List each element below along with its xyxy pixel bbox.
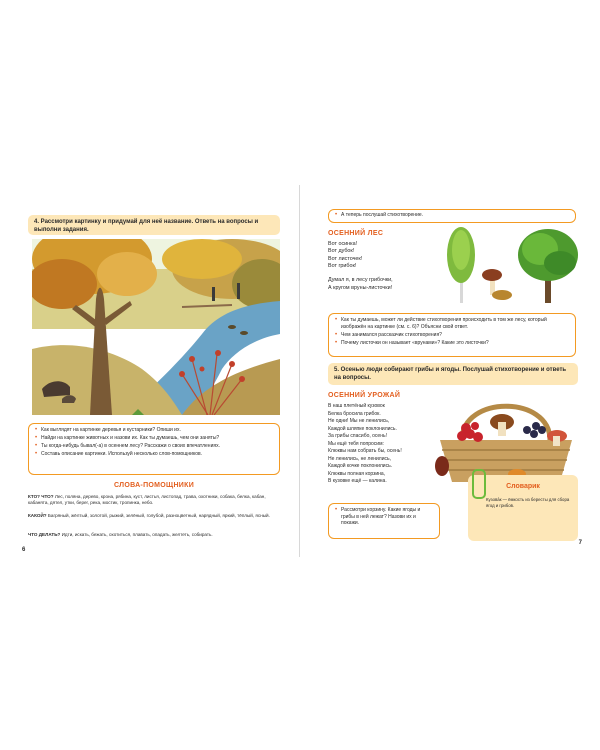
trees-mushroom-illustration (430, 225, 580, 305)
right-page (320, 185, 582, 557)
question-item: • Почему листочки он называет «врунами»? Какие это листочки? (335, 340, 569, 347)
poem2-title: ОСЕННИЙ УРОЖАЙ (328, 392, 401, 399)
helpers-title: СЛОВА-ПОМОЩНИКИ (113, 482, 195, 489)
questions-box-right (328, 313, 576, 357)
page-number-right: 7 (578, 540, 582, 546)
basket-illustration (432, 390, 580, 485)
basket-question: • Рассмотри корзину. Какие ягоды и грибы в ней лежат? Назови их и покажи. (335, 507, 433, 527)
helper-words-who-what (28, 494, 282, 506)
question-item: • Как выглядят на картинке деревья и кустарники? Опиши их. (35, 427, 273, 434)
do-label: ЧТО ДЕЛАТЬ? (28, 532, 61, 537)
question-item: • Чем занимался рассказчик стихотворения? (335, 332, 569, 339)
question-item: • Найди на картинке животных и назови их. Как ты думаешь, чем они заняты? (35, 435, 273, 442)
dictionary-text: Кузова́к — ёмкость из бересты для сбора ягод и грибов. (486, 497, 570, 508)
helper-words-do (28, 532, 282, 538)
page-fold (299, 185, 300, 557)
question-item: • Как ты думаешь, может ли действие стихотворения происходить в том же лесу, который изображён на картинке (см. с. 6)? Объясни свой ответ. (335, 317, 569, 330)
task-5-heading: 5. Осенью люди собирают грибы и ягоды. Послушай стихотворение и ответь на вопросы. (328, 363, 578, 385)
poem2-text: В наш плетёный кузовок Белка бросила грибок. Не одни! Мы не ленились, Каждой шляпке поклонились. За грибы спасибо, осень! Мы ещё тебя попросим: Клюквы нам собрать бы, осень! Не ленились, не ленились, Каждой кочке поклонились. Клюквы полная корзина, В кузовке ещё — калина. (328, 403, 402, 484)
helper-words-which (28, 513, 282, 519)
task-4-heading: 4. Рассмотри картинку и придумай для неё название. Ответь на вопросы и выполни задания. (28, 215, 280, 235)
which-text: Багряный, жёлтый, золотой, рыжий, зелёный, голубой, разноцветный, нарядный, яркий, тёплый, ясный. (47, 513, 270, 518)
who-what-label: КТО? ЧТО? (28, 494, 54, 499)
book-spread (18, 185, 584, 557)
basket-question-box (328, 503, 440, 539)
which-label: КАКОЙ? (28, 513, 47, 518)
dictionary-title: Словарик (506, 483, 540, 490)
autumn-forest-illustration (32, 239, 280, 415)
poem1-text: Вот осинка! Вот дубок! Вот листочек! Вот грибок! Думал я, в лесу грибочки, А кругом вруны-листочки! (328, 241, 393, 291)
poem1-title: ОСЕННИЙ ЛЕС (328, 230, 384, 237)
dictionary-box (468, 475, 578, 541)
page-number-left: 6 (22, 547, 26, 553)
questions-box-left (28, 423, 280, 475)
question-item: • Составь описание картинки. Используй несколько слов-помощников. (35, 451, 273, 458)
question-item: • Ты когда-нибудь бывал(-а) в осеннем лесу? Расскажи о своих впечатлениях. (35, 443, 273, 450)
left-page (18, 185, 286, 557)
who-what-text: Лес, поляна, дерево, крона, рябина, куст, листья, листопад, трава, охотники, собака, белка, кабан, кабанята, дятел, утки, берег, река, мостик, тропинка, небо. (28, 494, 266, 506)
listen-prompt: • А теперь послушай стихотворение. (335, 212, 569, 219)
listen-prompt-box (328, 209, 576, 223)
do-text: Идти, искать, бежать, охотиться, плавать, опадать, желтеть, собирать. (61, 532, 213, 537)
